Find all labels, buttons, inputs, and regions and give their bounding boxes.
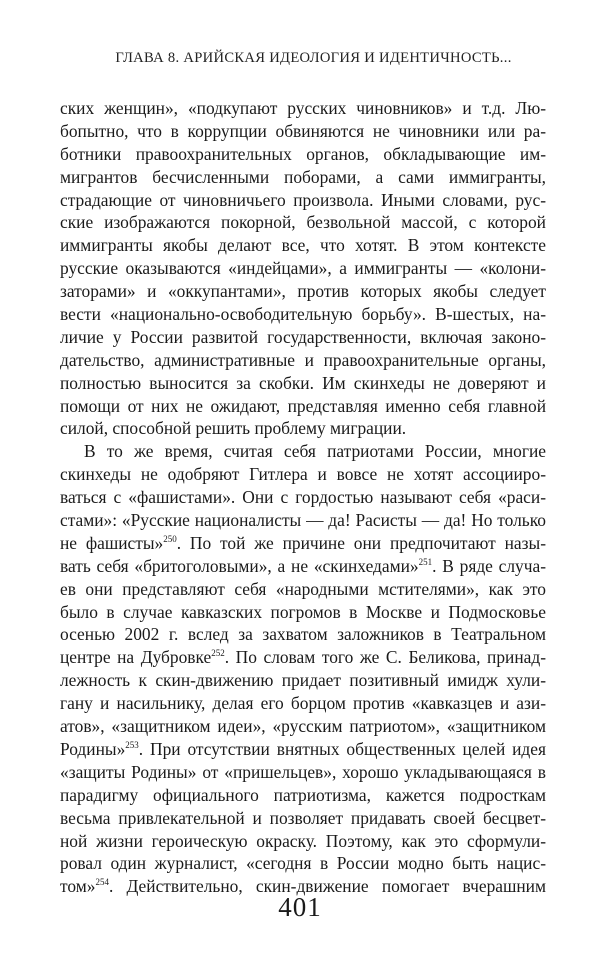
line-text-tail: . При отсутствии внятных общественных целей идея xyxy=(138,738,546,759)
text-line xyxy=(60,509,546,532)
line-text: Родины» xyxy=(60,738,126,759)
text-line xyxy=(60,761,546,784)
line-text: мигрантов бесчисленными поборами, а сами иммигранты, xyxy=(60,166,546,187)
line-text-tail: . Действительно, скин-движение помогает вчерашним xyxy=(108,876,546,897)
text-line xyxy=(60,555,546,578)
running-header: ГЛАВА 8. АРИЙСКАЯ ИДЕОЛОГИЯ И ИДЕНТИЧНОСТЬ... xyxy=(115,50,512,66)
line-text: скинхеды не одобряют Гитлера и вовсе не хотят ассоцииро- xyxy=(60,464,546,485)
line-text-tail: . В ряде случа- xyxy=(432,555,546,576)
line-text: стами»: «Русские националисты — да! Расисты — да! Но только xyxy=(60,510,546,531)
text-line xyxy=(60,532,546,555)
text-line xyxy=(60,623,546,646)
text-line xyxy=(60,143,546,166)
text-line xyxy=(60,303,546,326)
text-line xyxy=(60,486,546,509)
text-line xyxy=(60,120,546,143)
text-line xyxy=(60,646,546,669)
text-line xyxy=(60,578,546,601)
text-line xyxy=(60,166,546,189)
line-text: страдающие от чиновничьего произвола. Иными словами, рус- xyxy=(60,189,546,210)
text-line xyxy=(60,372,546,395)
line-text: В то же время, считая себя патриотами России, многие xyxy=(84,441,546,462)
footnote-ref: 254 xyxy=(95,877,109,888)
line-text: ских женщин», «подкупают русских чиновников» и т.д. Лю- xyxy=(60,98,546,118)
line-text: ровал один журналист, «сегодня в России модно быть нацис- xyxy=(60,853,546,874)
text-line xyxy=(60,189,546,212)
line-text: весьма привлекательной и позволяет придавать своей бесцвет- xyxy=(60,807,546,828)
text-line xyxy=(60,692,546,715)
text-line xyxy=(60,97,546,120)
line-text-tail: . По словам того же С. Беликова, принад- xyxy=(224,647,546,668)
text-line xyxy=(60,349,546,372)
line-text: лежность к скин-движению придает позитивный имидж хули- xyxy=(60,670,546,691)
text-line xyxy=(60,326,546,349)
line-text: личие у России развитой государственности, включая законо- xyxy=(60,326,546,347)
line-text: бопытно, что в коррупции обвиняются не чиновники или ра- xyxy=(60,120,546,141)
line-text: «защиты Родины» от «пришельцев», хорошо укладывающаяся в xyxy=(60,761,546,782)
text-line xyxy=(60,807,546,830)
line-text: не фашисты» xyxy=(60,532,164,553)
line-text: ной жизни героическую окраску. Поэтому, как это сформули- xyxy=(60,830,546,851)
footnote-ref: 251 xyxy=(418,556,433,567)
text-line xyxy=(60,440,546,463)
text-line xyxy=(60,852,546,875)
line-text: ваться с «фашистами». Они с гордостью называют себя «раси- xyxy=(60,487,546,508)
line-text: русские оказываются «индейцами», а иммигранты — «колони- xyxy=(60,258,546,279)
line-text: помощи от них не ожидают, представляя именно себя главной xyxy=(60,395,546,416)
footnote-ref: 253 xyxy=(125,739,139,750)
line-text: гану и насильнику, делая его борцом против «кавказцев и ази- xyxy=(60,693,546,714)
line-text: осенью 2002 г. вслед за захватом заложников в Театральном xyxy=(60,624,546,645)
text-line xyxy=(60,417,546,440)
footnote-ref: 252 xyxy=(211,648,225,659)
page-number: 401 xyxy=(278,892,322,922)
text-line xyxy=(60,738,546,761)
line-text: иммигранты якобы делают все, что хотят. В этом контексте xyxy=(60,235,546,256)
line-text: полностью выносится за скобки. Им скинхеды не доверяют и xyxy=(60,372,546,393)
line-text: ев они представляют себя «народными мстителями», как это xyxy=(60,578,546,599)
line-text: было в случае кавказских погромов в Москве и Подмосковье xyxy=(60,601,546,622)
line-text-tail: . По той же причине они предпочитают назы- xyxy=(176,532,546,553)
text-line xyxy=(60,669,546,692)
text-line xyxy=(60,211,546,234)
text-line xyxy=(60,234,546,257)
footnote-ref: 250 xyxy=(163,533,177,544)
line-text: вести «национально-освободительную борьбу». В-шестых, на- xyxy=(60,304,546,325)
line-text: центре на Дубровке xyxy=(60,647,212,668)
text-line xyxy=(60,280,546,303)
line-text: силой, способной решить проблему миграции. xyxy=(60,418,407,439)
text-line xyxy=(60,257,546,280)
line-text: ские изображаются покорной, безвольной массой, с которой xyxy=(60,212,546,233)
text-line xyxy=(60,601,546,624)
text-line xyxy=(60,784,546,807)
text-line xyxy=(60,463,546,486)
line-text: ботники правоохранительных органов, обкладывающие им- xyxy=(60,143,546,164)
line-text: вать себя «бритоголовыми», а не «скинхедами» xyxy=(60,555,419,576)
text-line xyxy=(60,715,546,738)
text-line xyxy=(60,830,546,853)
line-text: атов», «защитником идеи», «русским патриотом», «защитником xyxy=(60,716,546,737)
body-text xyxy=(60,97,546,898)
text-line xyxy=(60,395,546,418)
line-text: дательство, административные и правоохранительные органы, xyxy=(60,349,546,370)
line-text: парадигму официального патриотизма, кажется подросткам xyxy=(60,784,546,805)
line-text: заторами» и «оккупантами», против которых якобы следует xyxy=(60,281,546,302)
line-text: том» xyxy=(60,876,96,897)
